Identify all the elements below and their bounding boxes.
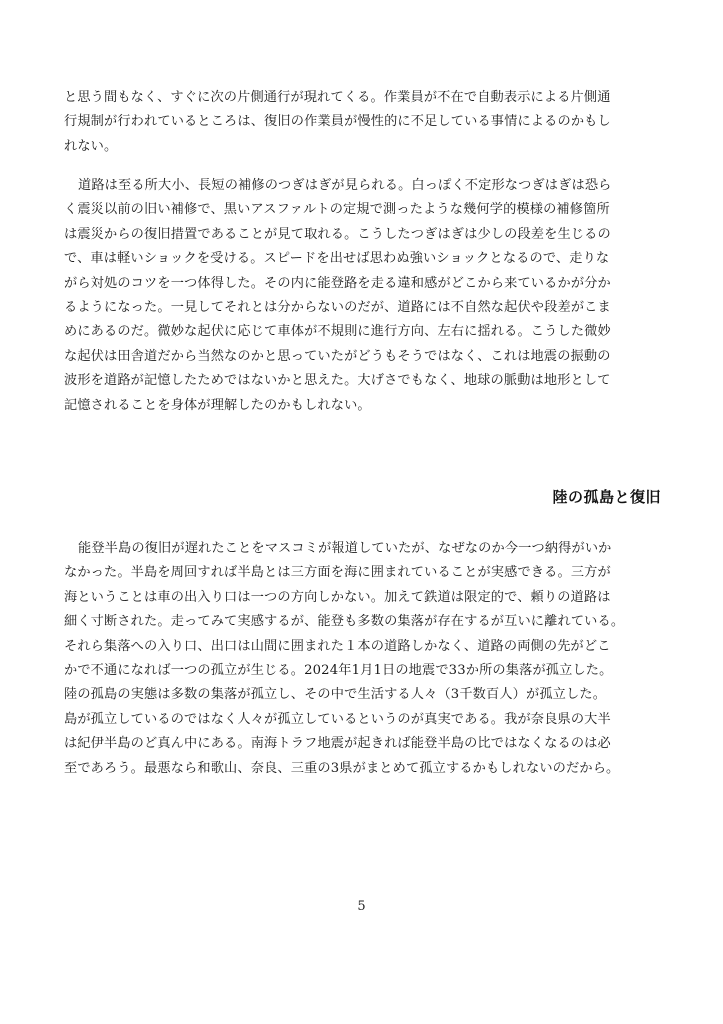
paragraph-line: 波形を道路が記憶したためではないかと思えた。大げさでもなく、地球の脈動は地形として <box>64 373 611 389</box>
section-heading: 陸の孤島と復旧 <box>552 488 661 506</box>
paragraph-line: で、車は軽いショックを受ける。スピードを出せば思わぬ強いショックとなるので、走りな <box>64 251 610 267</box>
paragraph-line: がら対処のコツを一つ体得した。その内に能登路を走る違和感がどこから来ているかが分か <box>64 275 611 291</box>
paragraph-line: るようになった。一見してそれとは分からないのだが、道路には不自然な起伏や段差がこま <box>64 300 611 316</box>
paragraph-1 <box>64 86 662 159</box>
paragraph-line: 行規制が行われているところは、復旧の作業員が慢性的に不足している事情によるのかもし <box>64 114 611 130</box>
paragraph-line: 能登半島の復旧が遅れたことをマスコミが報道していたが、なぜなのか今一つ納得がいか <box>78 541 612 556</box>
paragraph-3 <box>64 537 662 781</box>
paragraph-line: かで不通になれば一つの孤立が生じる。2024年1月1日の地震で33か所の集落が孤立した。 <box>64 663 613 679</box>
paragraph-line: めにあるのだ。微妙な起伏に応じて車体が不規則に進行方向、左右に揺れる。こうした微妙 <box>64 324 611 340</box>
paragraph-line: なかった。半島を周回すれば半島とは三方面を海に囲まれていることが実感できる。三方が <box>64 565 611 581</box>
paragraph-line: 道路は至る所大小、長短の補修のつぎはぎが見られる。白っぽく不定形なつぎはぎは恐ら <box>78 178 612 193</box>
paragraph-line: は紀伊半島のど真ん中にある。南海トラフ地震が起きれば能登半島の比ではなくなるのは必 <box>64 736 611 752</box>
paragraph-line: な起伏は田舎道だから当然なのかと思っていたがどうもそうではなく、これは地震の振動の <box>64 348 611 364</box>
paragraph-line: れない。 <box>64 138 118 154</box>
paragraph-line: と思う間もなく、すぐに次の片側通行が現れてくる。作業員が不在で自動表示による片側通 <box>64 90 611 105</box>
paragraph-line: 海ということは車の出入り口は一つの方向しかない。加えて鉄道は限定的で、頼りの道路は <box>64 589 611 605</box>
page-number: 5 <box>357 899 366 914</box>
paragraph-line: 細く寸断された。走ってみて実感するが、能登も多数の集落が存在するが互いに離れている。 <box>64 614 625 630</box>
paragraph-line: 至であろう。最悪なら和歌山、奈良、三重の3県がまとめて孤立するかもしれないのだから。 <box>64 760 620 776</box>
paragraph-line: は震災からの復旧措置であることが見て取れる。こうしたつぎはぎは少しの段差を生じるの <box>64 226 611 242</box>
paragraph-2 <box>64 174 662 418</box>
paragraph-line: それら集落への入り口、出口は山間に囲まれた１本の道路しかなく、道路の両側の先がどこ <box>64 638 611 654</box>
paragraph-line: 陸の孤島の実態は多数の集落が孤立し、その中で生活する人々（3千数百人）が孤立した。 <box>64 687 607 703</box>
paragraph-line: 記憶されることを身体が理解したのかもしれない。 <box>64 397 371 413</box>
paragraph-line: 島が孤立しているのではなく人々が孤立しているというのが真実である。我が奈良県の大半 <box>64 711 611 727</box>
paragraph-line: く震災以前の旧い補修で、黒いアスファルトの定規で測ったような幾何学的模様の補修箇所 <box>64 202 610 218</box>
